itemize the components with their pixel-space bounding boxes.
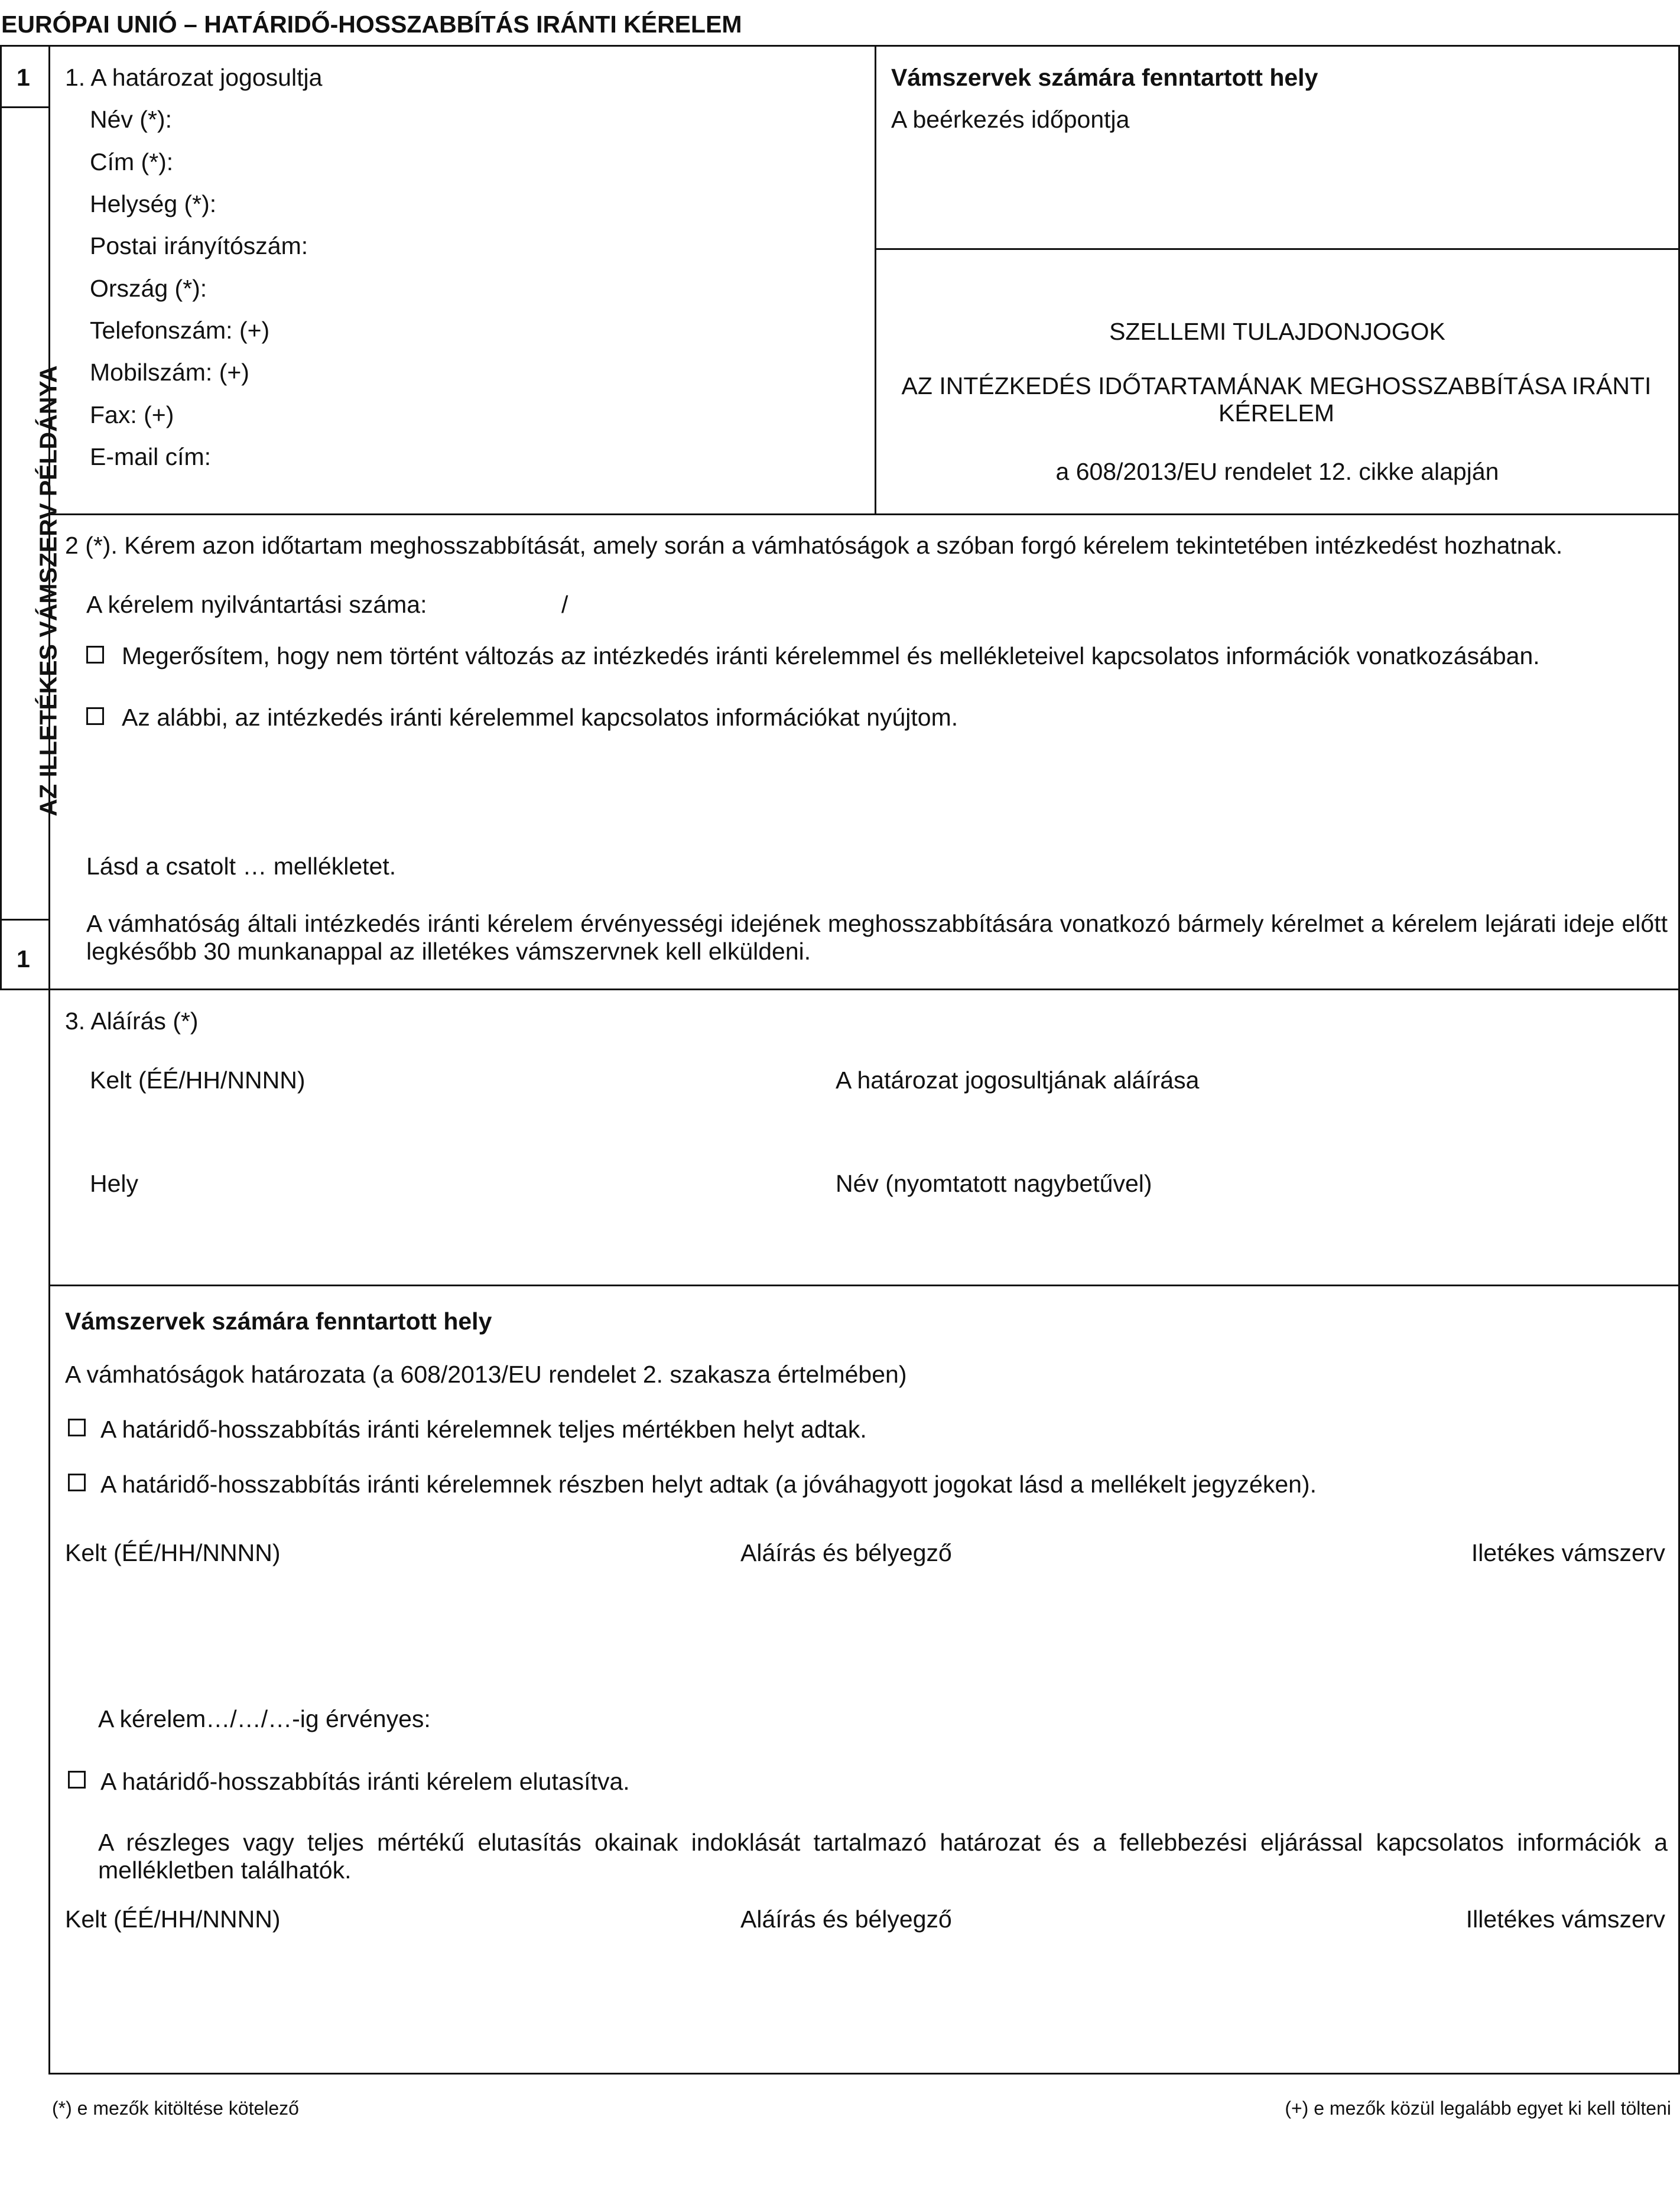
- field-mobile[interactable]: Mobilszám: (+): [90, 359, 249, 386]
- reserved-heading-bottom: Vámszervek számára fenntartott hely: [65, 1308, 492, 1335]
- section2-heading: 2 (*). Kérem azon időtartam meghosszabbítását, amely során a vámhatóságok a szóban forgó kérelem tekintetében intézkedést hozhatnak.: [65, 532, 1563, 559]
- registration-separator: /: [561, 591, 568, 618]
- border-top: [0, 45, 1680, 47]
- copy-number-bottom: 1: [17, 945, 30, 973]
- section3-heading: 3. Aláírás (*): [65, 1007, 199, 1035]
- field-email[interactable]: E-mail cím:: [90, 443, 211, 470]
- copy-number-top: 1: [17, 64, 30, 91]
- deadline-note: A vámhatóság általi intézkedés iránti kérelem érvényességi idejének meghosszabbítására vonatkozó bármely kérelmet a kérelem lejárati ideje előtt legkésőbb 30 munkanappal az illetékes vámszervnek kell elküldeni.: [86, 910, 1668, 965]
- copy-cell-line-1: [0, 106, 50, 108]
- granted-partial-label: A határidő-hosszabbítás iránti kérelemnek részben helyt adtak (a jóváhagyott jogokat lásd a mellékelt jegyzéken).: [100, 1471, 1317, 1498]
- rejection-office-label: Illetékes vámszerv: [1465, 1906, 1665, 1933]
- decision-sign-stamp-label: Aláírás és bélyegző: [740, 1539, 952, 1566]
- section1-heading: 1. A határozat jogosultja: [65, 64, 323, 91]
- section1-bottom: [48, 513, 1680, 515]
- granted-full-label: A határidő-hosszabbítás iránti kérelemnek teljes mértékben helyt adtak.: [100, 1416, 867, 1443]
- copy-cell-line-3: [0, 989, 50, 990]
- footnote-at-least-one: (+) e mezők közül legalább egyet ki kell tölteni: [1285, 2098, 1671, 2119]
- field-country[interactable]: Ország (*):: [90, 275, 207, 302]
- attachment-note: Lásd a csatolt … mellékletet.: [86, 853, 397, 880]
- receipt-date-label: A beérkezés időpontja: [891, 106, 1130, 133]
- field-fax[interactable]: Fax: (+): [90, 401, 174, 428]
- field-phone[interactable]: Telefonszám: (+): [90, 317, 270, 344]
- valid-until-label: A kérelem…/…/…-ig érvényes:: [98, 1705, 431, 1732]
- field-postal-code[interactable]: Postai irányítószám:: [90, 232, 308, 259]
- section2-bottom: [48, 989, 1680, 990]
- side-label: AZ ILLETÉKES VÁMSZERV PÉLDÁNYA: [34, 365, 62, 817]
- section3-bottom: [48, 1285, 1680, 1286]
- provide-info-checkbox[interactable]: [86, 707, 104, 725]
- reserved-heading-top: Vámszervek számára fenntartott hely: [891, 64, 1318, 91]
- field-name[interactable]: Név (*):: [90, 106, 172, 133]
- field-address[interactable]: Cím (*):: [90, 148, 174, 175]
- printed-name-label: Név (nyomtatott nagybetűvel): [836, 1170, 1152, 1197]
- holder-signature-label: A határozat jogosultjának aláírása: [836, 1067, 1200, 1094]
- rejection-note: A részleges vagy teljes mértékű elutasítás okainak indoklását tartalmazó határozat és a fellebbezési eljárással kapcsolatos információk a mellékletben találhatók.: [98, 1829, 1668, 1884]
- field-city[interactable]: Helység (*):: [90, 190, 217, 217]
- footnote-mandatory: (*) e mezők kitöltése kötelező: [52, 2098, 299, 2119]
- confirm-no-change-checkbox[interactable]: [86, 646, 104, 664]
- rejection-date-label: Kelt (ÉÉ/HH/NNNN): [65, 1906, 281, 1933]
- rejection-sign-stamp-label: Aláírás és bélyegző: [740, 1906, 952, 1933]
- confirm-no-change-label: Megerősítem, hogy nem történt változás az intézkedés iránti kérelemmel és mellékleteivel kapcsolatos információk vonatkozásában.: [122, 642, 1540, 669]
- rejected-checkbox[interactable]: [68, 1771, 86, 1789]
- registration-label: A kérelem nyilvántartási száma:: [86, 591, 427, 618]
- border-left: [0, 45, 2, 990]
- rejected-label: A határidő-hosszabbítás iránti kérelem elutasítva.: [100, 1768, 630, 1795]
- granted-partial-checkbox[interactable]: [68, 1474, 86, 1491]
- provide-info-label: Az alábbi, az intézkedés iránti kérelemmel kapcsolatos információkat nyújtom.: [122, 704, 958, 731]
- title-block-line3: a 608/2013/EU rendelet 12. cikke alapján: [1055, 458, 1499, 485]
- decision-label: A vámhatóságok határozata (a 608/2013/EU rendelet 2. szakasza értelmében): [65, 1361, 907, 1388]
- border-bottom: [48, 2073, 1680, 2075]
- decision-date-label: Kelt (ÉÉ/HH/NNNN): [65, 1539, 281, 1566]
- section1-vertical-divider: [875, 45, 876, 515]
- copy-column-divider: [48, 45, 50, 2075]
- granted-full-checkbox[interactable]: [68, 1419, 86, 1436]
- decision-office-label: Iletékes vámszerv: [1471, 1539, 1665, 1566]
- signature-place-label: Hely: [90, 1170, 139, 1197]
- signature-date-label: Kelt (ÉÉ/HH/NNNN): [90, 1067, 306, 1094]
- copy-cell-line-2: [0, 919, 50, 921]
- form-title: EURÓPAI UNIÓ – HATÁRIDŐ-HOSSZABBÍTÁS IRÁNTI KÉRELEM: [1, 11, 742, 38]
- reserved-title-divider: [875, 248, 1680, 250]
- title-block-line2: AZ INTÉZKEDÉS IDŐTARTAMÁNAK MEGHOSSZABBÍTÁSA IRÁNTI KÉRELEM: [901, 372, 1652, 427]
- title-block-line1: SZELLEMI TULAJDONJOGOK: [1109, 318, 1445, 345]
